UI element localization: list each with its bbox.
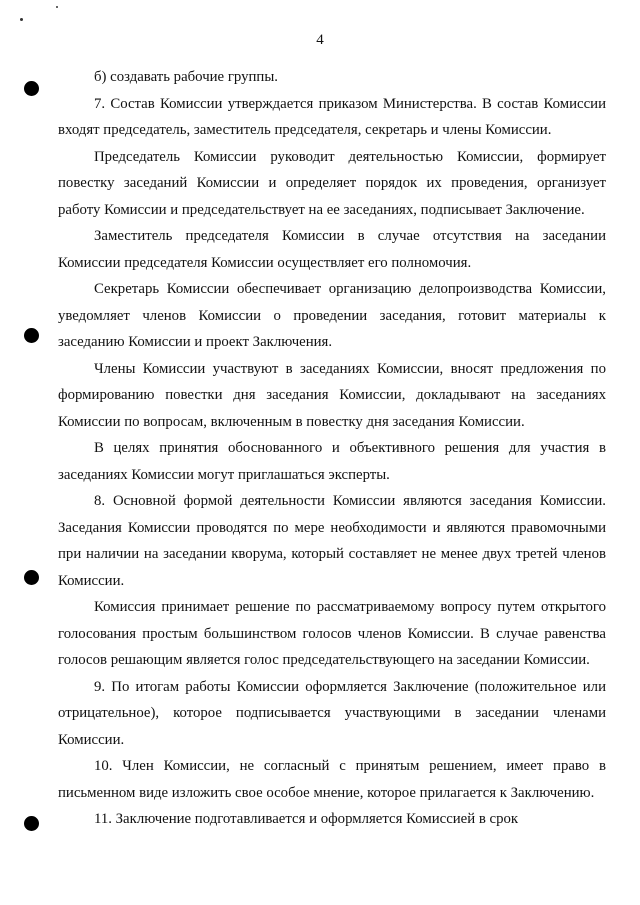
paragraph-8: 8. Основной формой деятельности Комиссии являются заседания Комиссии. Заседания Комиссии проводятся по мере необходимости и являются правомочными при наличии на заседании кворума, который составляет не менее двух третей членов Комиссии.: [58, 493, 606, 589]
paragraph-11: 11. Заключение подготавливается и оформляется Комиссией в срок: [94, 811, 519, 827]
paragraph-10: 10. Член Комиссии, не согласный с принятым решением, имеет право в письменном виде изложить свое особое мнение, которое прилагается к Заключению.: [58, 758, 606, 801]
scan-speck: [56, 6, 58, 8]
scan-speck: [20, 18, 23, 21]
paragraph-secretary: Секретарь Комиссии обеспечивает организацию делопроизводства Комиссии, уведомляет членов Комиссии о проведении заседания, готовит материалы к заседанию Комиссии и проект Заключения.: [58, 281, 606, 350]
paragraph-9: 9. По итогам работы Комиссии оформляется Заключение (положительное или отрицательное), которое подписывается участвующими в заседании членами Комиссии.: [58, 678, 606, 748]
paragraph-voting: Комиссия принимает решение по рассматриваемому вопросу путем открытого голосования простым большинством голосов членов Комиссии. В случае равенства голосов решающим является голос председательствующего на заседании Комиссии.: [58, 599, 606, 668]
punch-hole: [24, 81, 39, 96]
paragraph-7: 7. Состав Комиссии утверждается приказом Министерства. В состав Комиссии входят председатель, заместитель председателя, секретарь и члены Комиссии.: [58, 95, 606, 138]
paragraph-members: Члены Комиссии участвуют в заседаниях Комиссии, вносят предложения по формированию повестки дня заседания Комиссии, докладывают на заседаниях Комиссии по вопросам, включенным в повестку дня заседания Комиссии.: [58, 360, 606, 430]
paragraph-experts: В целях принятия обоснованного и объективного решения для участия в заседаниях Комиссии могут приглашаться эксперты.: [58, 440, 606, 483]
paragraph-chairman: Председатель Комиссии руководит деятельностью Комиссии, формирует повестку заседаний Комиссии и определяет порядок их проведения, организует работу Комиссии и председательствует на ее заседаниях, подписывает Заключение.: [58, 148, 606, 218]
punch-hole: [24, 328, 39, 343]
page-number: 4: [316, 32, 324, 48]
paragraph-1b: б) создавать рабочие группы.: [94, 69, 278, 85]
document-body: [58, 64, 606, 833]
punch-hole: [24, 570, 39, 585]
paragraph-deputy: Заместитель председателя Комиссии в случае отсутствия на заседании Комиссии председателя Комиссии осуществляет его полномочия.: [58, 228, 606, 271]
punch-hole: [24, 816, 39, 831]
